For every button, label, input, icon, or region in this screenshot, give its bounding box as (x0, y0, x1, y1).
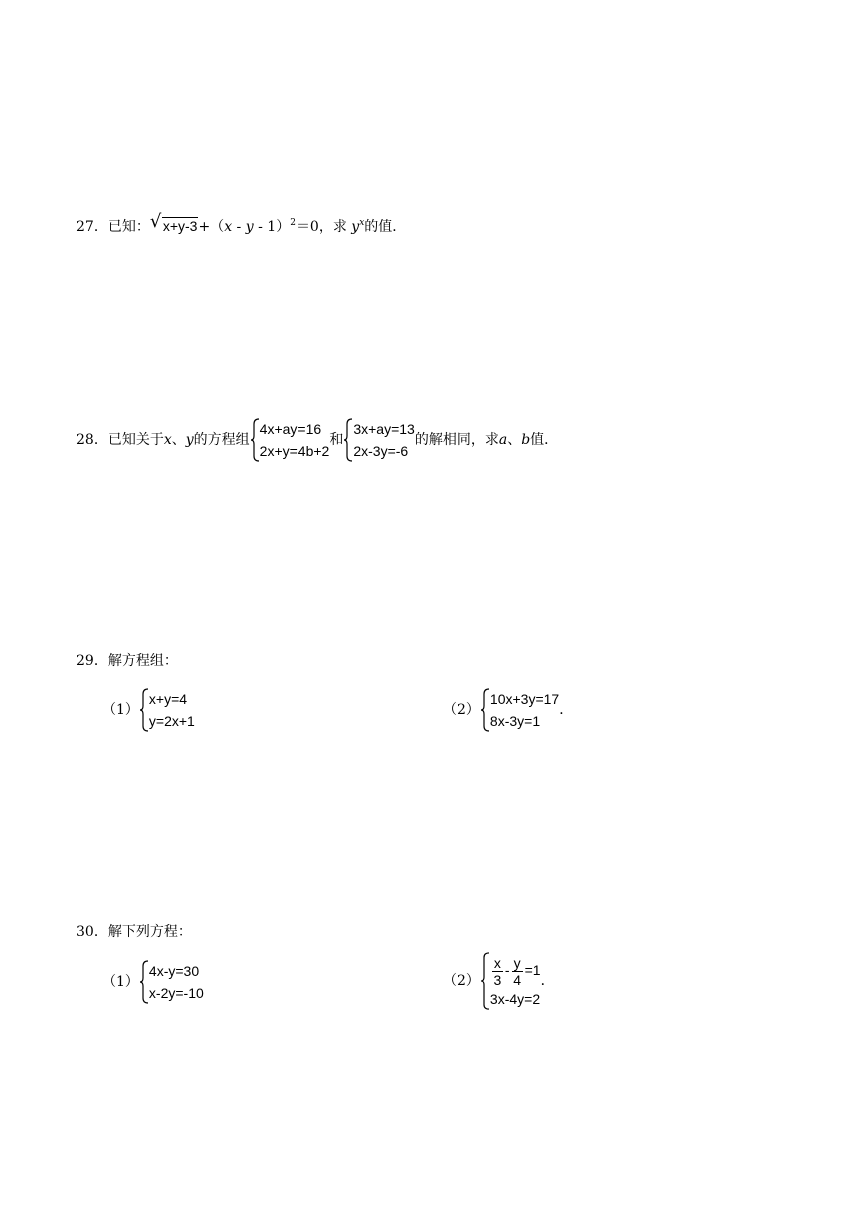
fraction: $\frac{y}{4}$ (513, 954, 521, 988)
question-29-part-2: （2） 10x+3y=17 8x-3y=1 ． (443, 688, 573, 732)
question-29: 29．解方程组： (76, 653, 178, 669)
question-number: 29． (76, 653, 108, 669)
fraction: $\frac{x}{3}$ (493, 954, 502, 988)
question-29-part-1: （1） x+y=4 y=2x+1 (102, 688, 195, 732)
left-brace-icon (480, 688, 490, 732)
left-brace-icon (480, 952, 490, 1010)
equation-system-2: 3x+ay=13 2x-3y=-6 (343, 418, 415, 462)
equation-system: $\frac{x}{3}$ - $\frac{y}{4}$ =1 3x-4y=2 (480, 952, 541, 1010)
question-30: 30．解下列方程： (76, 924, 192, 940)
equation-system: 4x-y=30 x-2y=-10 (139, 960, 204, 1004)
equation-system-1: 4x+ay=16 2x+y=4b+2 (250, 418, 330, 462)
fraction-equation: $\frac{x}{3}$ - $\frac{y}{4}$ =1 (493, 954, 541, 988)
sqrt-expression: √ x+y-3 (149, 211, 198, 234)
question-30-part-1: （1） 4x-y=30 x-2y=-10 (102, 960, 204, 1004)
equation-system: 10x+3y=17 8x-3y=1 (480, 688, 559, 732)
question-number: 30． (76, 924, 108, 940)
equation-system: x+y=4 y=2x+1 (139, 688, 195, 732)
question-number: 28． (76, 432, 108, 448)
radical-sign-icon: √ (149, 211, 162, 232)
left-brace-icon (139, 688, 149, 732)
question-27: 27．已知： √ x+y-3+（x - y - 1）$^2$＝0，求 $y^x$的值． (76, 211, 407, 235)
question-number: 27． (76, 219, 108, 235)
question-28: 28．已知关于x、y的方程组 4x+ay=16 2x+y=4b+2 和 3x+ay=13 2x-3y=-6 的解相同，求a、b值． (76, 418, 558, 462)
question-30-part-2: （2） $\frac{x}{3}$ - $\frac{y}{4}$ =1 3x-4y=2 ． (443, 952, 555, 1010)
left-brace-icon (343, 418, 353, 462)
left-brace-icon (250, 418, 260, 462)
left-brace-icon (139, 960, 149, 1004)
